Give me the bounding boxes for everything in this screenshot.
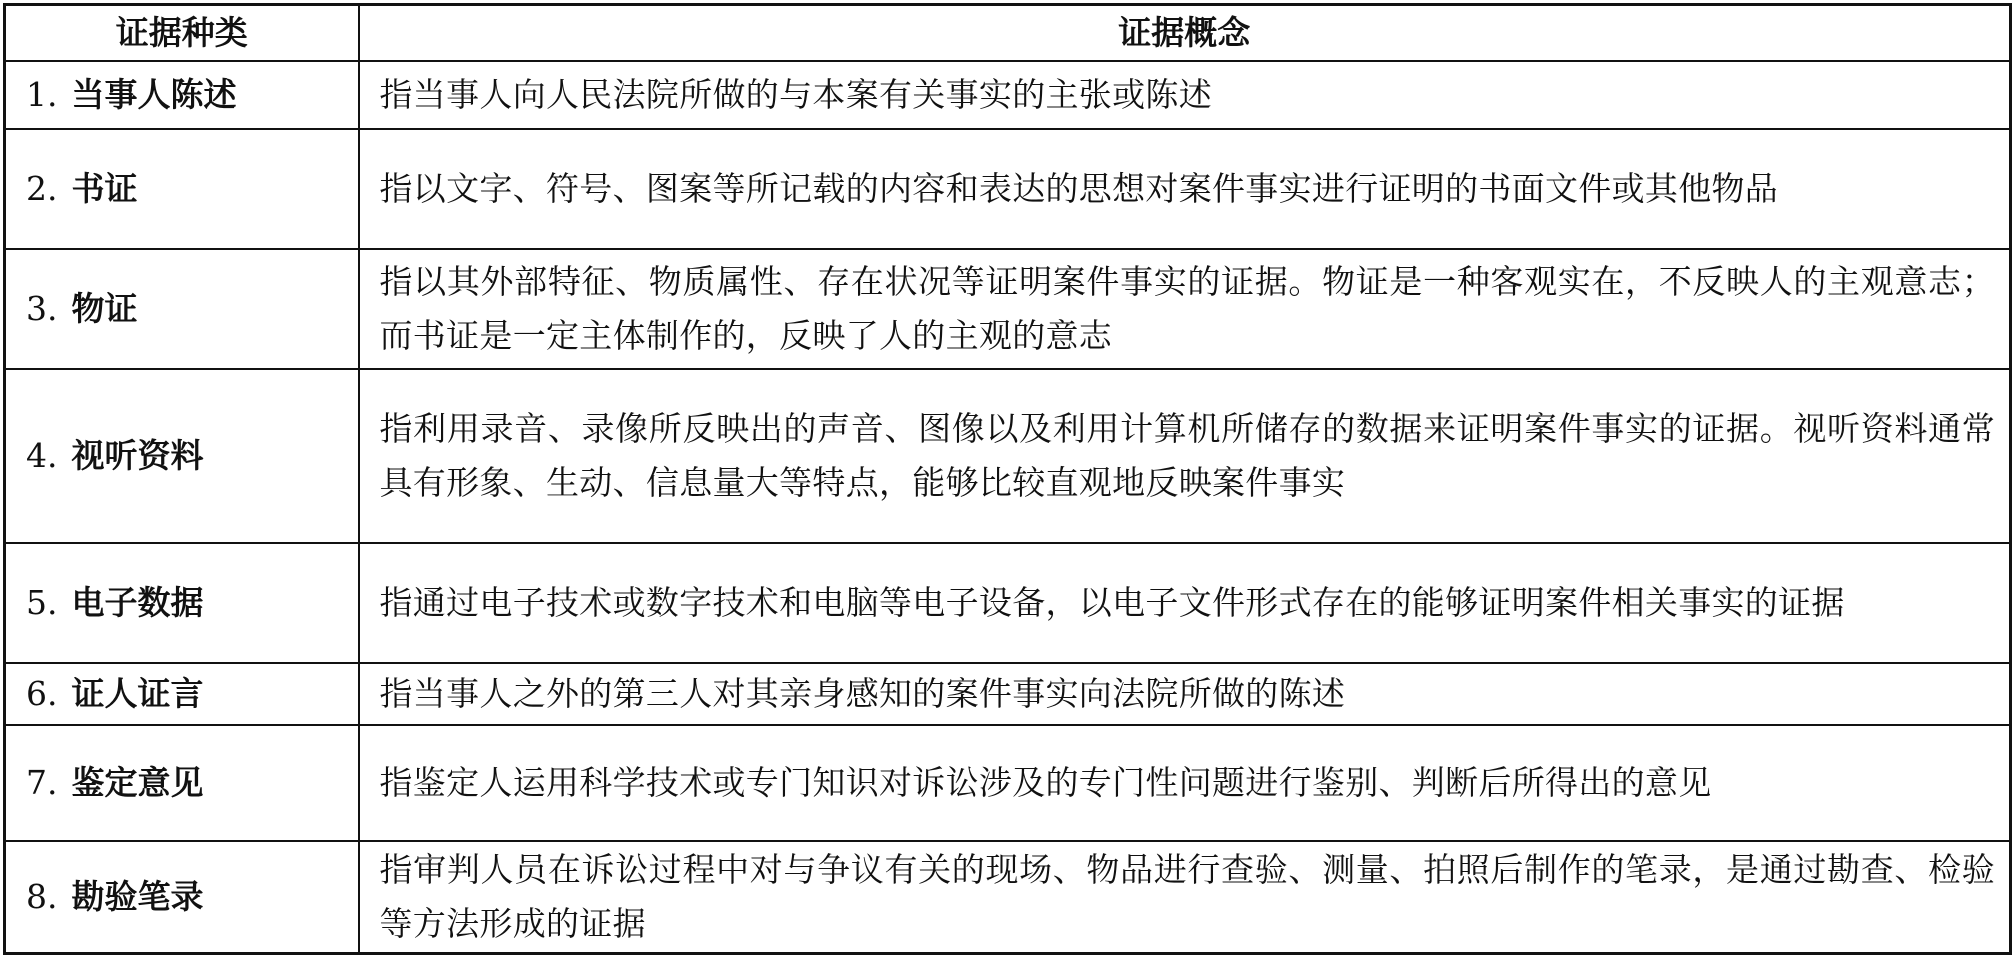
- row-number: 3.: [26, 289, 58, 328]
- document-page: [3, 3, 2009, 947]
- evidence-type-cell: [5, 249, 359, 369]
- table-row: [5, 249, 2011, 369]
- row-number: 1.: [26, 75, 58, 114]
- table-body: [5, 61, 2011, 953]
- evidence-type-cell: [5, 841, 359, 953]
- evidence-type-label: 视听资料: [71, 436, 204, 475]
- table-row: [5, 841, 2011, 953]
- table-row: [5, 129, 2011, 249]
- evidence-concept-cell: 指以其外部特征、物质属性、存在状况等证明案件事实的证据。物证是一种客观实在，不反映人的主观意志；而书证是一定主体制作的，反映了人的主观的意志: [359, 249, 2011, 369]
- evidence-type-label: 当事人陈述: [71, 75, 237, 114]
- evidence-table: [3, 3, 2012, 955]
- row-number: 6.: [26, 674, 58, 713]
- evidence-type-cell: [5, 61, 359, 129]
- evidence-type-label: 证人证言: [71, 674, 204, 713]
- row-number: 7.: [26, 763, 58, 802]
- evidence-concept-cell: 指鉴定人运用科学技术或专门知识对诉讼涉及的专门性问题进行鉴别、判断后所得出的意见: [359, 725, 2011, 841]
- evidence-concept-cell: 指利用录音、录像所反映出的声音、图像以及利用计算机所储存的数据来证明案件事实的证据。视听资料通常具有形象、生动、信息量大等特点，能够比较直观地反映案件事实: [359, 369, 2011, 543]
- evidence-type-label: 勘验笔录: [71, 876, 204, 916]
- table-row: [5, 369, 2011, 543]
- evidence-concept-cell: 指当事人向人民法院所做的与本案有关事实的主张或陈述: [359, 61, 2011, 129]
- row-number: 4.: [26, 436, 58, 475]
- evidence-type-label: 物证: [71, 289, 138, 328]
- evidence-type-cell: [5, 543, 359, 663]
- evidence-type-cell: [5, 725, 359, 841]
- table-header: [5, 5, 2011, 62]
- evidence-type-cell: [5, 369, 359, 543]
- row-number: 2.: [26, 169, 58, 208]
- header-row: [5, 5, 2011, 62]
- header-evidence-concept: 证据概念: [359, 5, 2011, 62]
- table-row: [5, 61, 2011, 129]
- evidence-concept-cell: 指以文字、符号、图案等所记载的内容和表达的思想对案件事实进行证明的书面文件或其他物品: [359, 129, 2011, 249]
- evidence-concept-cell: 指通过电子技术或数字技术和电脑等电子设备，以电子文件形式存在的能够证明案件相关事实的证据: [359, 543, 2011, 663]
- evidence-type-cell: [5, 129, 359, 249]
- evidence-type-label: 电子数据: [71, 583, 204, 622]
- evidence-type-label: 鉴定意见: [71, 763, 204, 802]
- table-row: [5, 725, 2011, 841]
- row-number: 5.: [26, 583, 58, 622]
- evidence-concept-cell: 指审判人员在诉讼过程中对与争议有关的现场、物品进行查验、测量、拍照后制作的笔录，是通过勘查、检验等方法形成的证据: [359, 841, 2011, 953]
- evidence-concept-cell: 指当事人之外的第三人对其亲身感知的案件事实向法院所做的陈述: [359, 663, 2011, 725]
- evidence-type-label: 书证: [71, 169, 138, 208]
- evidence-type-cell: [5, 663, 359, 725]
- table-row: [5, 663, 2011, 725]
- row-number: 8.: [26, 876, 58, 916]
- header-evidence-type: 证据种类: [5, 5, 359, 62]
- table-row: [5, 543, 2011, 663]
